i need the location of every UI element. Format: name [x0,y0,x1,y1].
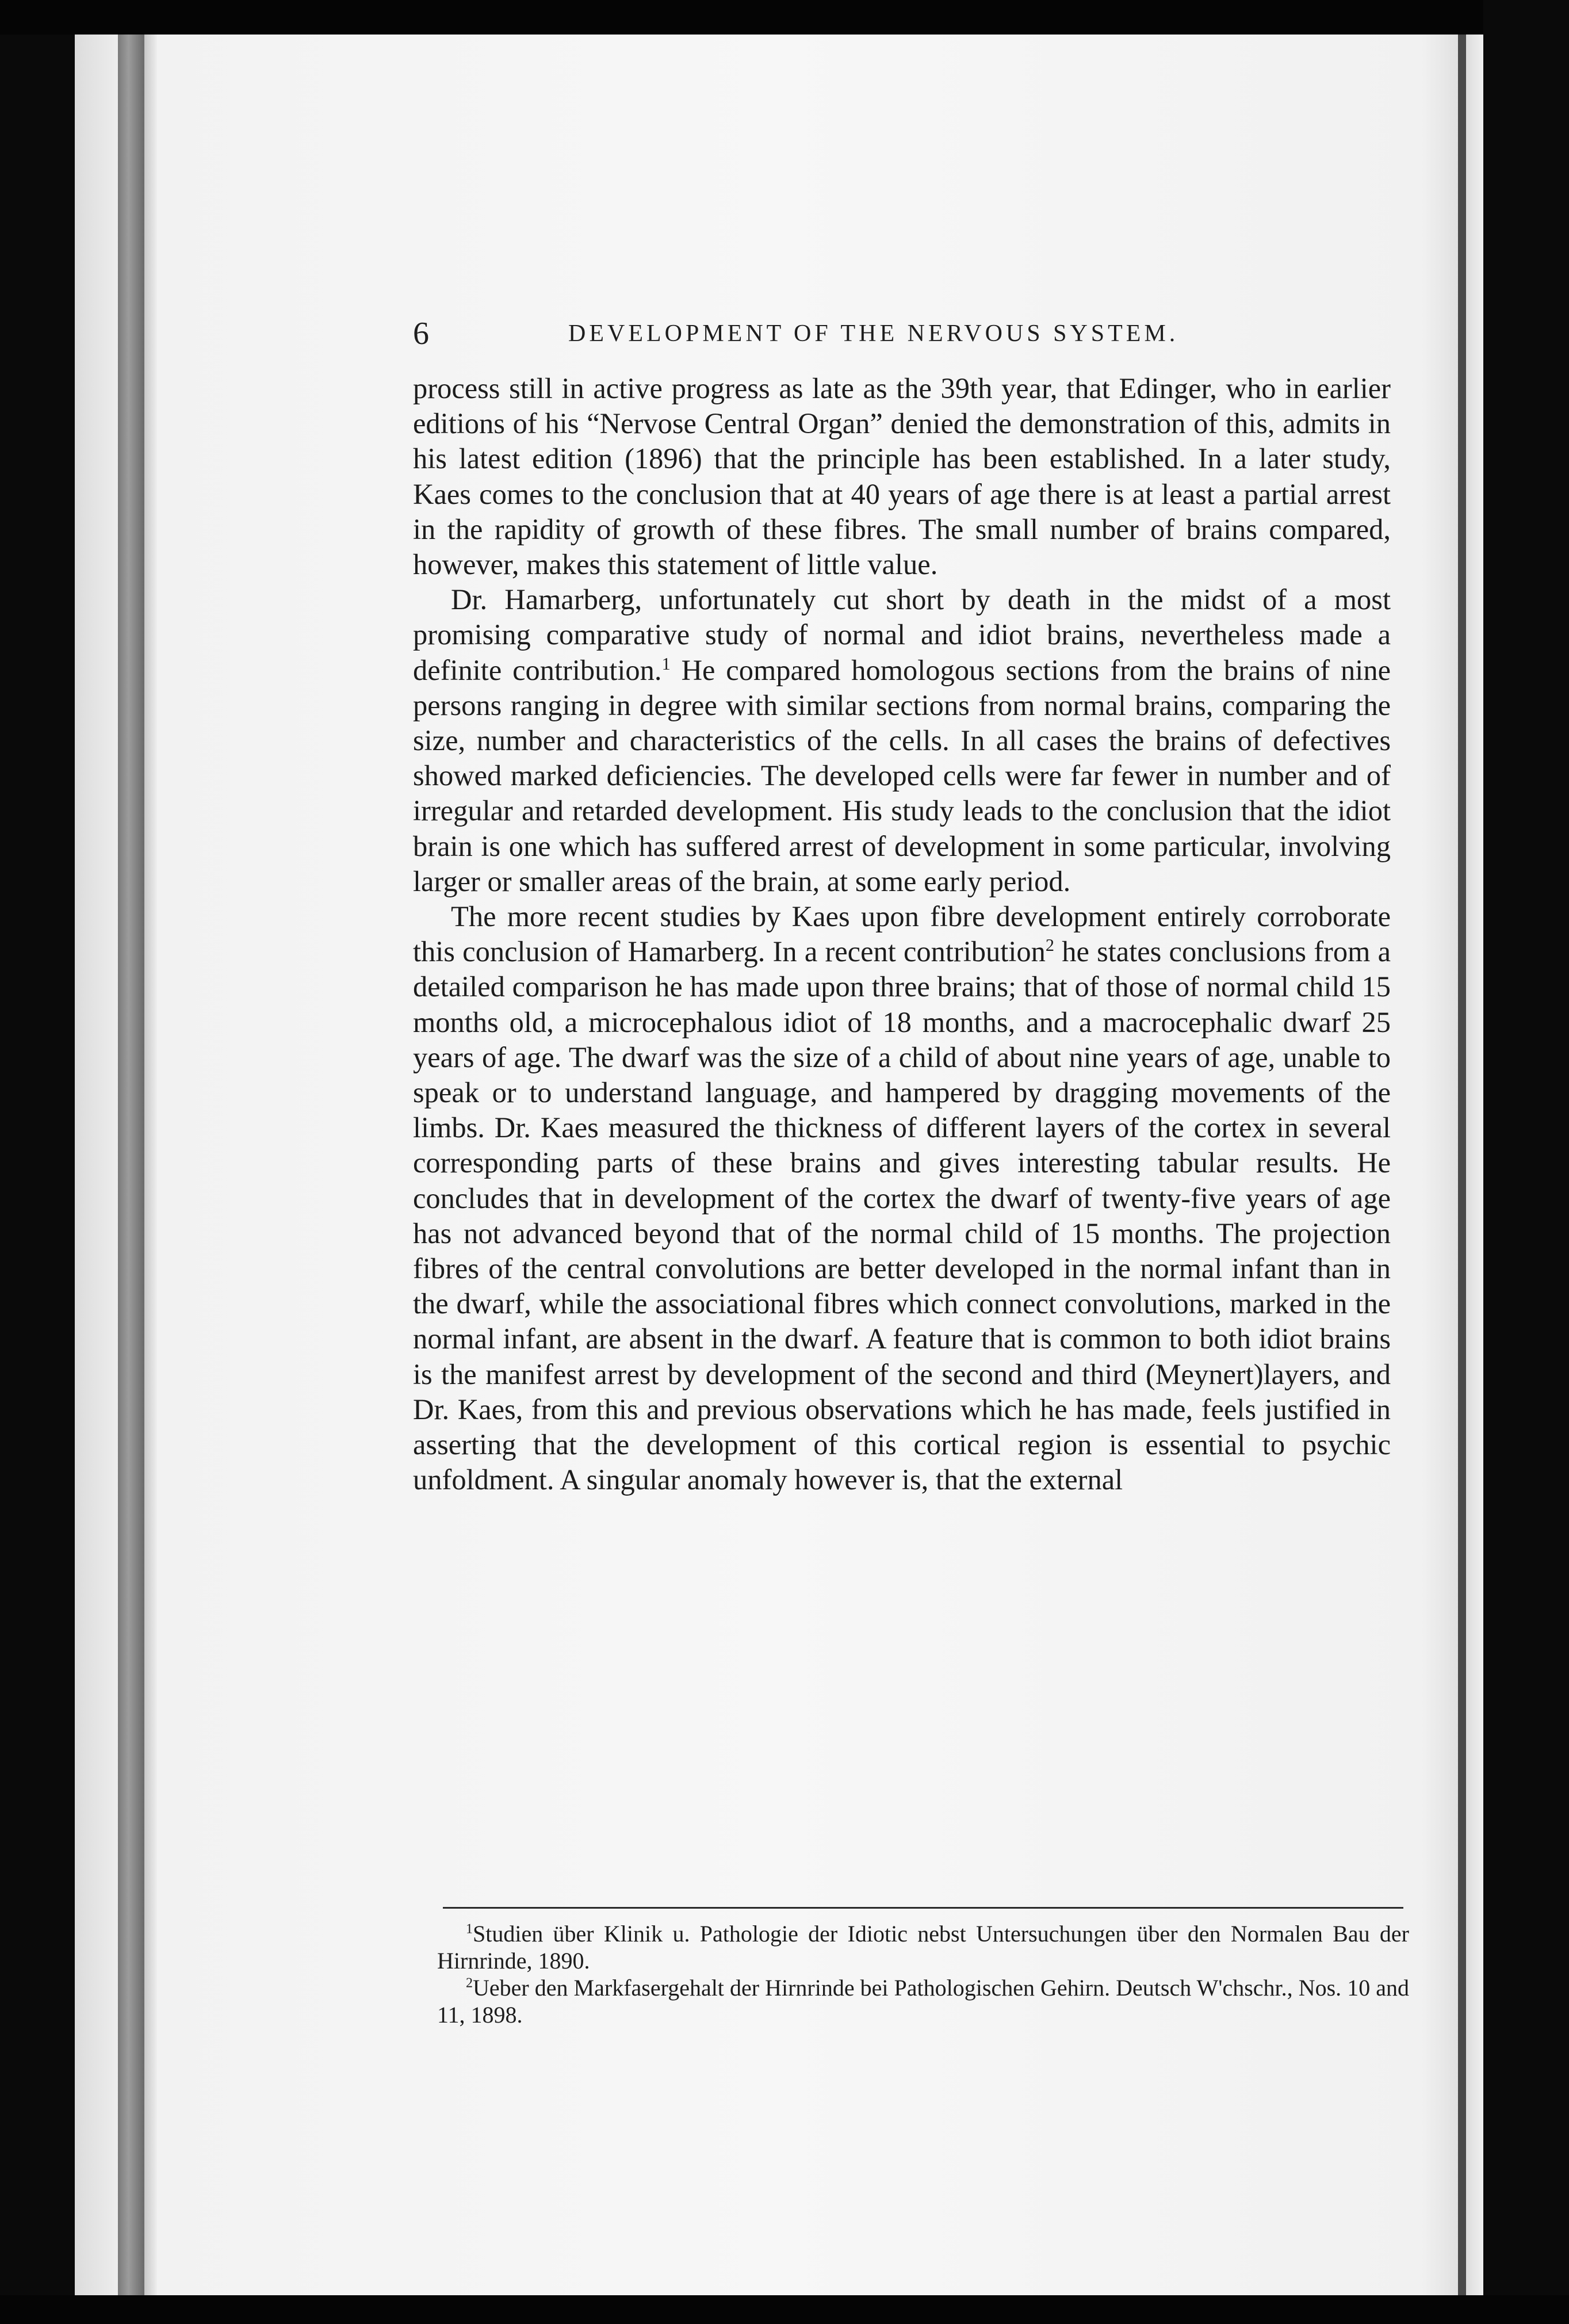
scan-border-bottom [0,2295,1569,2324]
running-header [413,311,1414,357]
paragraph-2-text-a: Dr. Hamarberg, unfortunately cut short by death in the midst of a most promising comparative study of normal and idiot brains, nevertheless made a definite contribution. [413,583,1391,686]
body-text [413,371,1391,1498]
footnote-2 [437,1974,1409,2028]
footnote-ref-1: 1 [661,653,671,674]
page-number: 6 [413,316,429,351]
paragraph-1-text: process still in active progress as late as the 39th year, that Edinger, who in earlier editions of his “Nervose Central Organ” denied the demonstration of this, admits in his latest edition (1896) that the principle has been established. In a later study, Kaes comes to the conclusion that at 40 years of age there is at least a partial arrest in the rapidity of growth of these fibres. The small number of brains compared, however, makes this statement of little value. [413,372,1391,581]
book-spine [118,35,144,2295]
scan-border-right [1483,0,1569,2324]
spine-shadow [144,35,157,2295]
page-gutter [1458,35,1466,2295]
footnote-1-text: Studien über Klinik u. Pathologie der Idiotic nebst Untersuchungen über den Normalen Bau der Hirnrinde, 1890. [437,1921,1409,1974]
footnote-rule [443,1907,1403,1909]
paragraph-3-text-a: The more recent studies by Kaes upon fibre development entirely corroborate this conclusion of Hamarberg. In a recent contribution [413,900,1391,968]
footnote-ref-2: 2 [1045,935,1055,955]
footnote-1 [437,1920,1409,1974]
paragraph-3-text-b: he states conclusions from a detailed comparison he has made upon three brains; that of those of normal child 15 months old, a microcephalous idiot of 18 months, and a macrocephalic dwarf 25 years of age. The dwarf was the size of a child of about nine years of age, unable to speak or to understand language, and hampered by dragging movements of the limbs. Dr. Kaes measured the thickness of different layers of the cortex in several corresponding parts of these brains and gives interesting tabular results. He concludes that in development of the cortex the dwarf of twenty-five years of age has not advanced beyond that of the normal child of 15 months. The projection fibres of the central convolutions are better developed in the normal infant than in the dwarf, while the associational fibres which connect convolutions, marked in the normal infant, are absent in the dwarf. A feature that is common to both idiot brains is the manifest arrest by development of the second and third (Meynert)layers, and Dr. Kaes, from this and previous observations which he has made, feels justified in asserting that the development of this cortical region is essential to psychic unfoldment. A singular anomaly however is, that the external [413,935,1391,1496]
paragraph-2-text-b: He compared homologous sections from the brains of nine persons ranging in degree with similar sections from normal brains, comparing the size, number and characteristics of the cells. In all cases the brains of defectives showed marked deficiencies. The developed cells were far fewer in number and of irregular and retarded development. His study leads to the conclusion that the idiot brain is one which has suffered arrest of development in some particular, involving larger or smaller areas of the brain, at some early period. [413,653,1391,897]
paragraph-1 [413,371,1391,582]
paragraph-2 [413,582,1391,899]
next-page-edge [1466,35,1483,2295]
footnotes [437,1920,1409,2028]
running-title: DEVELOPMENT OF THE NERVOUS SYSTEM. [568,320,1179,347]
footnote-2-text: Ueber den Markfasergehalt der Hirnrinde bei Pathologischen Gehirn. Deutsch W'chschr., Nos. 10 and 11, 1898. [437,1975,1409,2028]
scan-border-left [0,0,75,2324]
footnote-2-mark: 2 [466,1975,473,1991]
footnote-1-mark: 1 [466,1921,473,1937]
paragraph-3 [413,899,1391,1497]
scan-border-top [0,0,1569,35]
